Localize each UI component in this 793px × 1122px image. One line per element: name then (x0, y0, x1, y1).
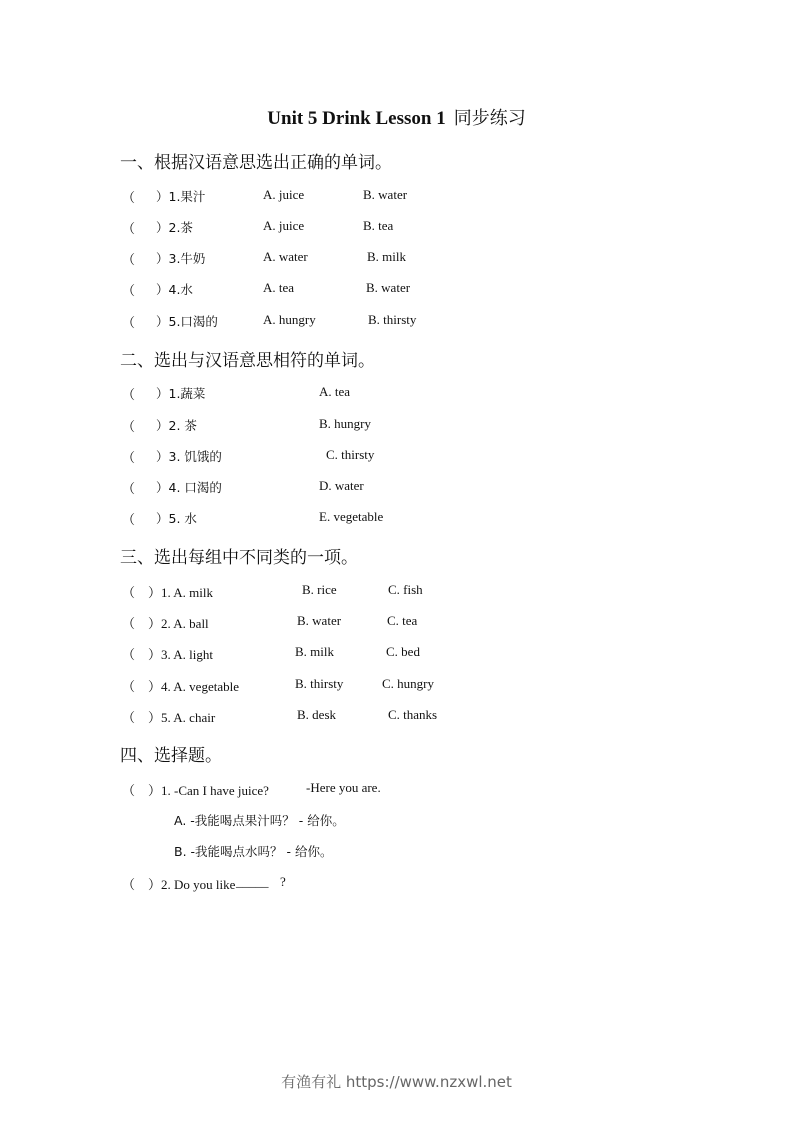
answer-blank[interactable]: （ (122, 783, 136, 798)
match-option: C. thirsty (326, 447, 375, 462)
answer-blank[interactable]: （ (122, 679, 136, 694)
answer-blank[interactable]: （ (122, 512, 136, 527)
answer-blank[interactable]: （ (122, 647, 136, 662)
option-b: B. desk (297, 707, 336, 722)
answer-blank[interactable]: （ (122, 710, 136, 725)
option-c: C. hungry (382, 676, 434, 691)
option-a: A. juice (263, 187, 305, 202)
section-2-heading: 二、选出与汉语意思相符的单词。 (120, 351, 375, 371)
answer-blank[interactable]: （ (122, 585, 136, 600)
section-1-heading: 一、根据汉语意思选出正确的单词。 (120, 153, 392, 173)
answer-blank[interactable]: （ (122, 387, 136, 402)
option-c: C. tea (387, 613, 418, 628)
answer-blank[interactable]: （ (122, 616, 136, 631)
answer-blank[interactable]: （ (122, 283, 136, 298)
answer-blank[interactable]: （ (122, 221, 136, 236)
option-a: A. hungry (263, 312, 316, 327)
answer-blank[interactable]: （ (122, 252, 136, 267)
option-b: B. water (297, 613, 342, 628)
reply-text: -Here you are. (306, 780, 381, 795)
answer-blank[interactable]: （ (122, 877, 136, 892)
answer-blank[interactable]: （ (122, 190, 136, 205)
match-option: D. water (319, 478, 364, 493)
option-b: B. thirsty (295, 676, 344, 691)
option-c: C. bed (386, 644, 420, 659)
s4-q1-option-b: B. -我能喝点水吗？ - 给你。 (174, 844, 333, 859)
section-3-heading: 三、选出每组中不同类的一项。 (120, 548, 358, 568)
answer-blank[interactable]: （ (122, 419, 136, 434)
option-a: A. tea (263, 280, 295, 295)
option-b: B. water (363, 187, 408, 202)
match-option: E. vegetable (319, 509, 384, 524)
option-b: B. thirsty (368, 312, 417, 327)
answer-blank[interactable]: （ (122, 481, 136, 496)
option-a: A. juice (263, 218, 305, 233)
title-english: Unit 5 Drink Lesson 1 (267, 108, 446, 129)
option-b: B. milk (295, 644, 335, 659)
match-option: A. tea (319, 384, 351, 399)
page-title (0, 104, 793, 130)
title-chinese: 同步练习 (453, 108, 526, 129)
fill-blank[interactable]: _____ (236, 874, 269, 889)
answer-blank[interactable]: （ (122, 315, 136, 330)
answer-blank[interactable]: （ (122, 450, 136, 465)
option-b: B. tea (363, 218, 394, 233)
option-b: B. water (366, 280, 411, 295)
s4-q1-option-a: A. -我能喝点果汁吗？ - 给你。 (174, 813, 345, 828)
option-c: C. thanks (388, 707, 438, 722)
option-b: B. rice (302, 582, 337, 597)
footer-watermark: 有渔有礼 https://www.nzxwl.net (281, 1073, 512, 1091)
option-c: C. fish (388, 582, 423, 597)
match-option: B. hungry (319, 416, 371, 431)
option-b: B. milk (367, 249, 407, 264)
section-4-heading: 四、选择题。 (120, 746, 222, 766)
option-a: A. water (263, 249, 308, 264)
